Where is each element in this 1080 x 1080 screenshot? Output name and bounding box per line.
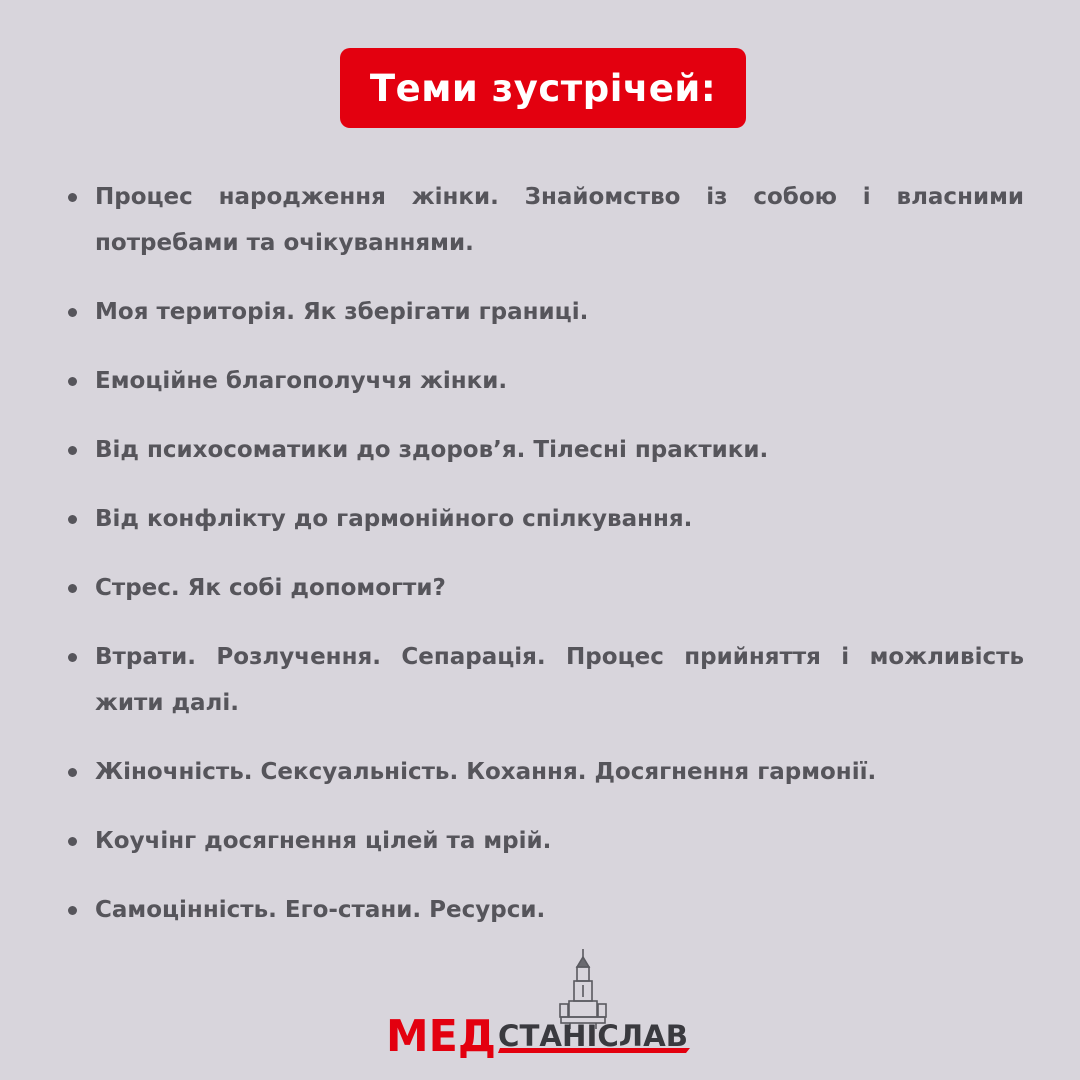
medstanislav-logo (380, 945, 700, 1060)
list-item (62, 427, 1024, 473)
list-item-text: Стрес. Як собі допомогти? (95, 575, 446, 601)
list-item (62, 496, 1024, 542)
bullet-icon (68, 377, 77, 386)
list-item (62, 565, 1024, 611)
bullet-icon (68, 308, 77, 317)
list-item-text: Самоцінність. Его-стани. Ресурси. (95, 897, 546, 923)
tower-icon (560, 949, 606, 1029)
logo-part-stanislav: СТАНІСЛАВ (498, 1019, 688, 1053)
list-item (62, 749, 1024, 795)
list-item-text: Процес народження жінки. Знайомство із собою і власними потребами та очікуваннями. (95, 184, 1024, 256)
list-item-text: Коучінг досягнення цілей та мрій. (95, 828, 552, 854)
bullet-icon (68, 653, 77, 662)
list-item-text: Жіночність. Сексуальність. Кохання. Досягнення гармонії. (95, 759, 877, 785)
bullet-icon (68, 837, 77, 846)
bullet-icon (68, 584, 77, 593)
page-title: Теми зустрічей: (369, 66, 717, 110)
bullet-icon (68, 768, 77, 777)
list-item-text: Емоційне благополуччя жінки. (95, 368, 508, 394)
list-item (62, 818, 1024, 864)
list-item (62, 634, 1024, 726)
list-item (62, 358, 1024, 404)
topics-list (62, 174, 1024, 956)
list-item (62, 174, 1024, 266)
logo-part-med: МЕД (386, 1011, 496, 1060)
bullet-icon (68, 515, 77, 524)
list-item (62, 289, 1024, 335)
list-item (62, 887, 1024, 933)
bullet-icon (68, 906, 77, 915)
title-badge (340, 48, 746, 128)
list-item-text: Моя територія. Як зберігати границі. (95, 299, 589, 325)
bullet-icon (68, 446, 77, 455)
bullet-icon (68, 193, 77, 202)
list-item-text: Від конфлікту до гармонійного спілкування. (95, 506, 693, 532)
list-item-text: Від психосоматики до здоров’я. Тілесні практики. (95, 437, 769, 463)
list-item-text: Втрати. Розлучення. Сепарація. Процес прийняття і можливість жити далі. (95, 644, 1024, 716)
